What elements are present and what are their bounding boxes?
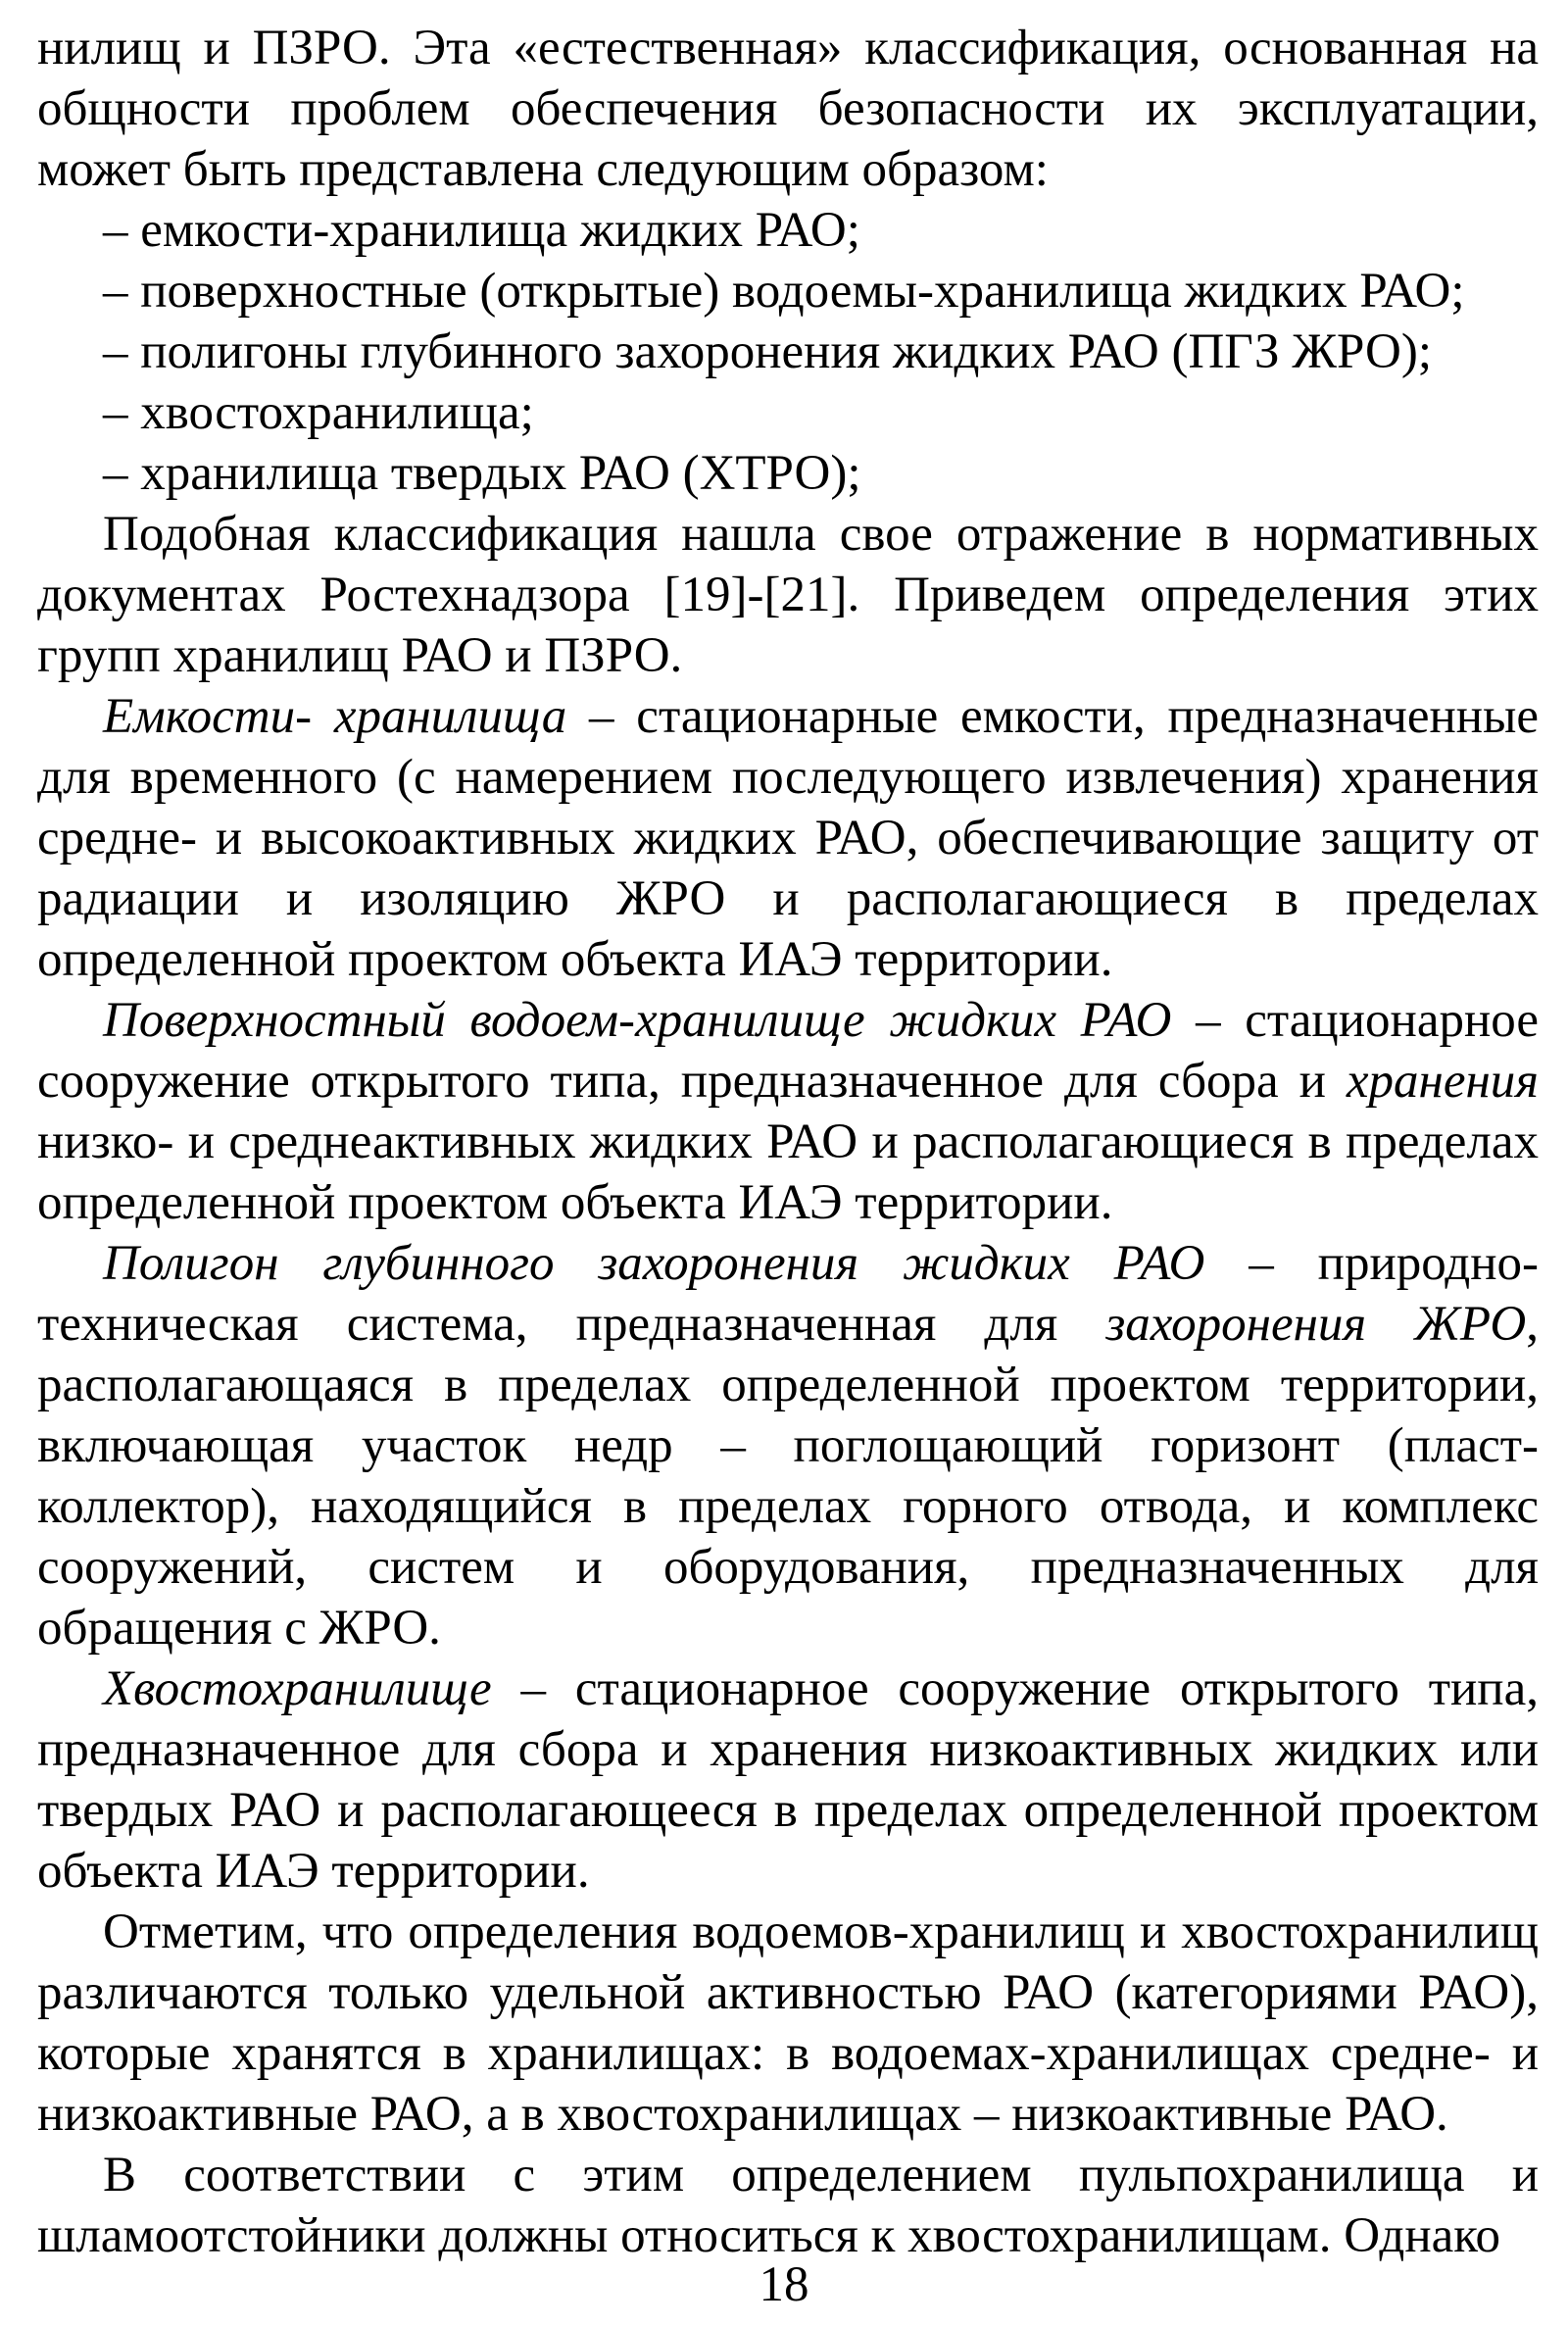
definition-reservoir-text-2: низко- и среднеактивных жидких РАО и располагающиеся в пределах определенной проектом объекта ИАЭ территории. <box>37 1114 1539 1230</box>
list-item: – хранилища твердых РАО (ХТРО); <box>103 446 861 501</box>
definition-polygon-text-2: , располагающаяся в пределах определенной проектом территории, включающая участок недр – поглощающий горизонт (пласт-коллектор), находящийся в пределах горного отвода, и комплекс сооружений, систем и оборудования, предназначенных для обращения с ЖРО. <box>37 1297 1539 1656</box>
document-page <box>37 18 1539 2311</box>
classification-list <box>37 200 1539 504</box>
last-paragraph <box>37 2145 1539 2266</box>
intro-paragraph <box>37 18 1539 200</box>
page-number: 18 <box>759 2257 809 2312</box>
list-item: – хвостохранилища; <box>103 385 534 440</box>
definition-reservoir <box>37 990 1539 1233</box>
normative-paragraph <box>37 504 1539 686</box>
definition-tanks <box>37 686 1539 990</box>
definition-reservoir-text-1: – стационарное сооружение открытого типа, предназначенное для сбора и <box>37 993 1540 1109</box>
definition-polygon-text-1: – природно-техническая система, предназначенная для <box>37 1236 1539 1352</box>
definition-polygon <box>37 1233 1539 1658</box>
last-text: В соответствии с этим определением пульпохранилища и шламоотстойники должны относиться к хвостохранилищам. Однако <box>37 2148 1539 2263</box>
list-item: – поверхностные (открытые) водоемы-хранилища жидких РАО; <box>103 264 1465 319</box>
note-text: Отметим, что определения водоемов-хранилищ и хвостохранилищ различаются только удельной активностью РАО (категориями РАО), которые хранятся в хранилищах: в водоемах-хранилищах средне- и низкоактивные РАО, а в хвостохранилищах – низкоактивные РАО. <box>37 1905 1539 2142</box>
term-polygon: Полигон глубинного захоронения жидких РАО <box>103 1236 1205 1291</box>
term-reservoir: Поверхностный водоем-хранилище жидких РАО <box>103 993 1172 1048</box>
intro-text: нилищ и ПЗРО. Эта «естественная» классификация, основанная на общности проблем обеспечения безопасности их эксплуатации, может быть представлена следующим образом: <box>37 21 1539 197</box>
note-paragraph <box>37 1902 1539 2145</box>
definition-tailings-text: – стационарное сооружение открытого типа, предназначенное для сбора и хранения низкоактивных жидких или твердых РАО и располагающееся в пределах определенной проектом объекта ИАЭ территории. <box>37 1661 1539 1899</box>
normative-text: Подобная классификация нашла свое отражение в нормативных документах Ростехнадзора [19]-[21]. Приведем определения этих групп хранилищ РАО и ПЗРО. <box>37 507 1539 683</box>
term-tailings: Хвостохранилище <box>103 1661 492 1716</box>
term-tanks: Емкости- хранилища <box>103 689 567 744</box>
definition-tailings <box>37 1658 1539 1902</box>
list-item: – емкости-хранилища жидких РАО; <box>103 203 860 258</box>
emphasis-disposal: захоронения ЖРО <box>1105 1297 1527 1352</box>
definition-tanks-text: – стационарные емкости, предназначенные для временного (с намерением последующего извлечения) хранения средне- и высокоактивных жидких РАО, обеспечивающие защиту от радиации и изоляцию ЖРО и располагающиеся в пределах определенной проектом объекта ИАЭ территории. <box>37 689 1539 987</box>
emphasis-storage: хранения <box>1346 1054 1539 1109</box>
list-item: – полигоны глубинного захоронения жидких РАО (ПГЗ ЖРО); <box>103 324 1433 379</box>
